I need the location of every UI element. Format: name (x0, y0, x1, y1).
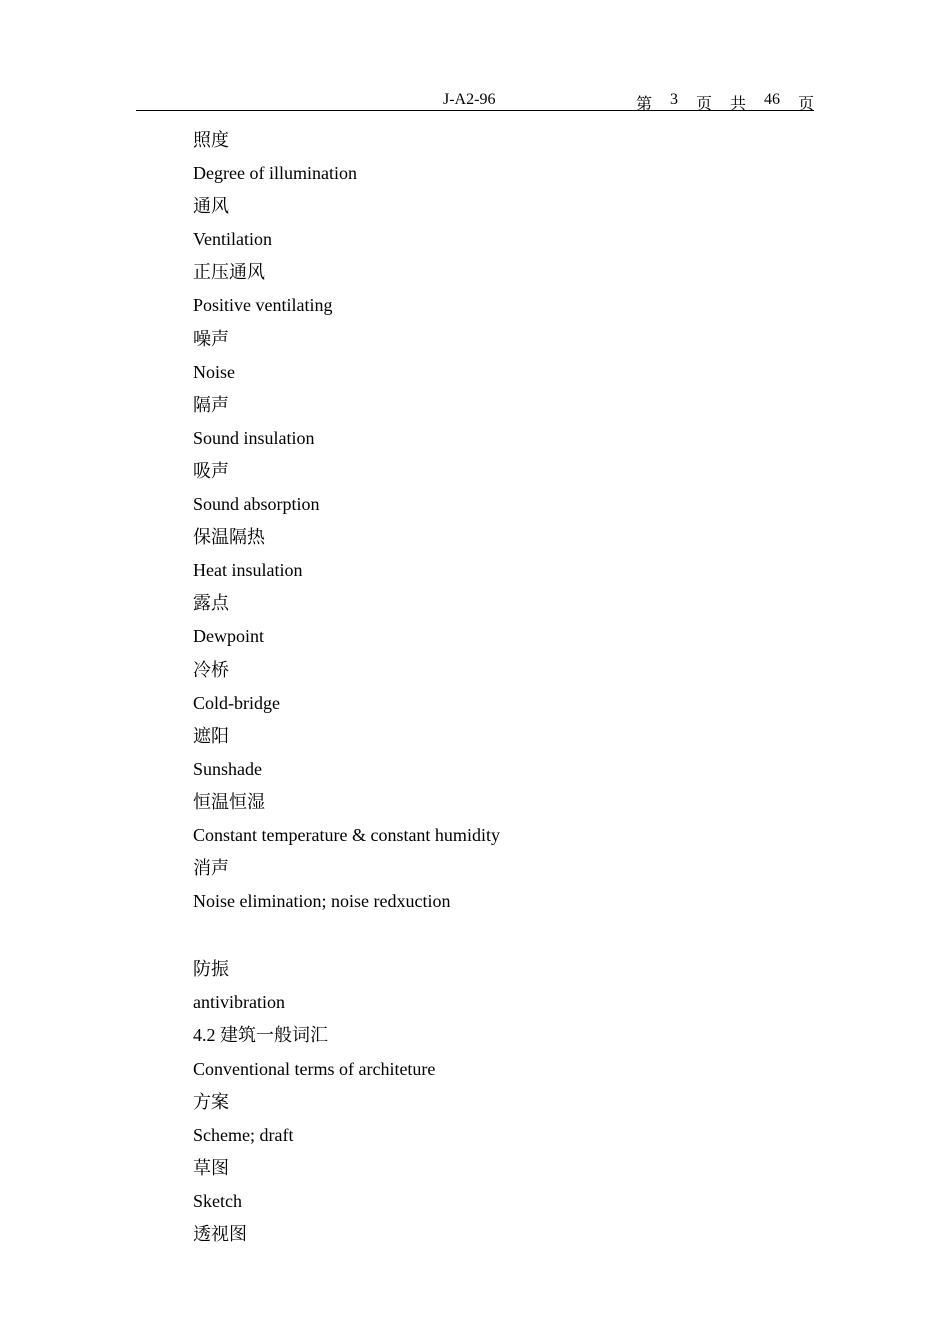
term-chinese: 方案 (193, 1091, 229, 1112)
glossary-body (193, 124, 813, 1251)
term-english: Noise (193, 361, 235, 382)
term-english: Sound absorption (193, 494, 320, 515)
term-chinese: 透视图 (193, 1224, 247, 1244)
total-label-unit: 页 (797, 96, 814, 113)
term-chinese: 草图 (193, 1157, 229, 1178)
term-chinese: 隔声 (193, 394, 229, 415)
section-heading-english: Conventional terms of architeture (193, 1058, 436, 1079)
term-chinese: 防振 (193, 959, 229, 980)
term-english: Scheme; draft (193, 1124, 294, 1145)
term-english: Constant temperature & constant humidity (193, 824, 500, 845)
term-chinese: 吸声 (193, 460, 229, 481)
term-chinese: 恒温恒湿 (193, 791, 265, 812)
term-chinese: 照度 (193, 130, 229, 150)
term-english: Ventilation (193, 229, 272, 250)
term-english: Cold-bridge (193, 692, 280, 713)
term-english: Dewpoint (193, 626, 264, 647)
term-chinese: 正压通风 (193, 262, 265, 283)
document-code: J-A2-96 (443, 91, 496, 108)
term-chinese: 噪声 (193, 328, 229, 349)
term-chinese: 露点 (193, 593, 229, 614)
term-english: Degree of illumination (193, 163, 357, 184)
page-number: 3 (669, 91, 678, 108)
term-english: Heat insulation (193, 560, 303, 581)
term-chinese: 消声 (193, 858, 229, 879)
term-chinese: 保温隔热 (193, 527, 265, 548)
total-pages: 46 (763, 91, 780, 108)
page-indicator (636, 91, 814, 114)
section-heading-chinese: 4.2 建筑一般词汇 (193, 1025, 328, 1046)
term-english: Noise elimination; noise redxuction (193, 891, 451, 912)
term-english: Sunshade (193, 758, 262, 779)
term-chinese: 遮阳 (193, 725, 229, 746)
page-header (136, 88, 814, 111)
term-english: Positive ventilating (193, 295, 333, 316)
total-label-prefix: 共 (729, 96, 746, 113)
page-label-prefix: 第 (635, 96, 652, 113)
term-chinese: 通风 (193, 196, 229, 217)
term-english: Sound insulation (193, 427, 315, 448)
term-english: antivibration (193, 992, 285, 1013)
term-english: Sketch (193, 1190, 242, 1211)
term-chinese: 冷桥 (193, 659, 229, 680)
page-label-unit: 页 (695, 96, 712, 113)
